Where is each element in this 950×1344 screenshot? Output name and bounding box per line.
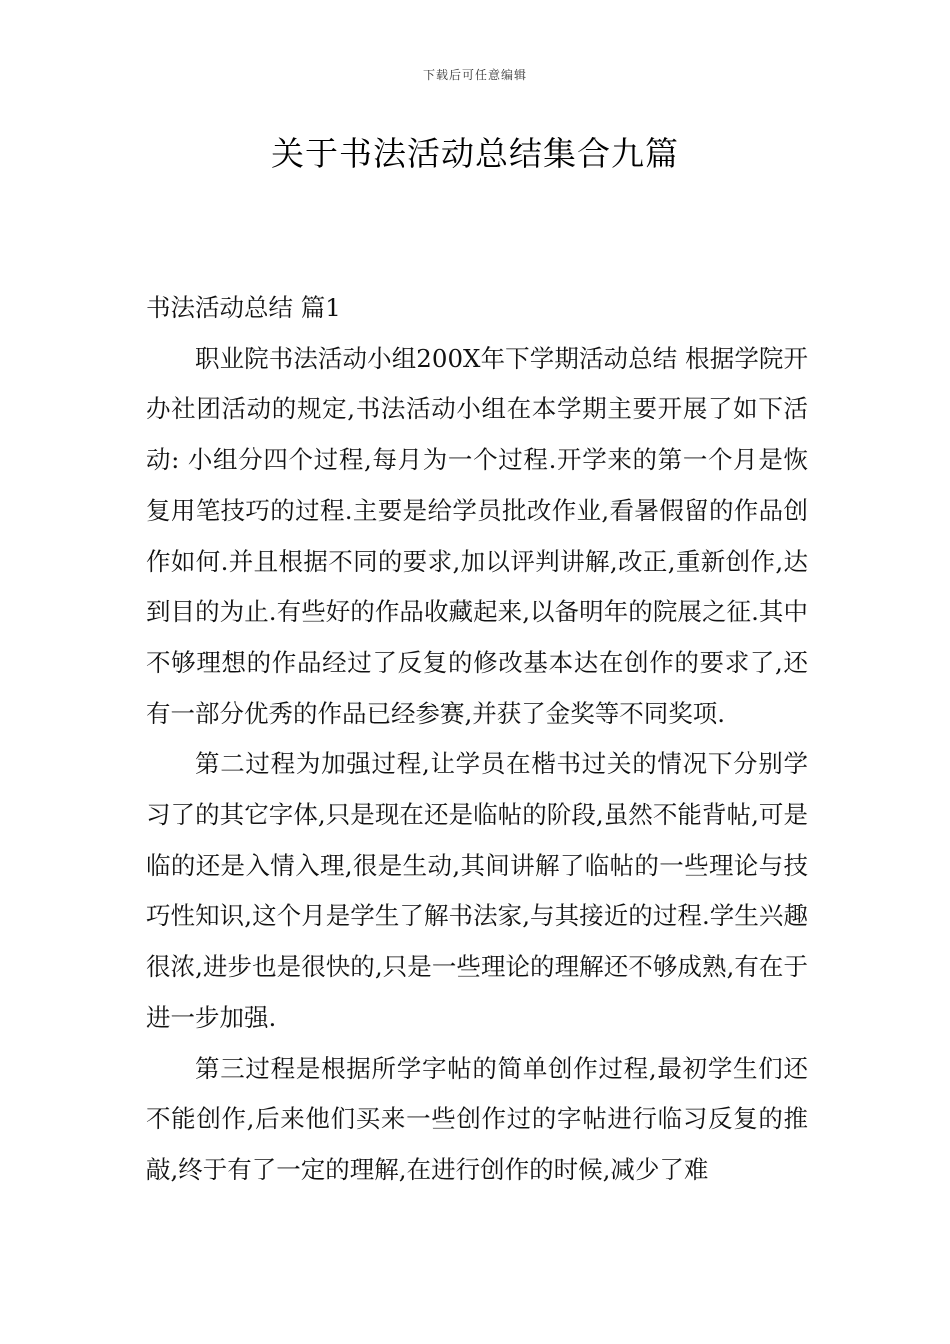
header-note: 下载后可任意编辑 <box>422 68 527 82</box>
document-title: 关于书法活动总结集合九篇 <box>271 134 679 173</box>
document-body <box>146 283 808 1196</box>
paragraph-3: 第三过程是根据所学字帖的简单创作过程,最初学生们还不能创作,后来他们买来一些创作过的字帖进行临习反复的推敲,终于有了一定的理解,在进行创作的时候,减少了难 <box>146 1053 808 1184</box>
paragraph-2: 第二过程为加强过程,让学员在楷书过关的情况下分别学习了的其它字体,只是现在还是临帖的阶段,虽然不能背帖,可是临的还是入情入理,很是生动,其间讲解了临帖的一些理论与技巧性知识,这个月是学生了解书法家,与其接近的过程.学生兴趣很浓,进步也是很快的,只是一些理论的理解还不够成熟,有在于进一步加强. <box>146 749 808 1032</box>
section-heading: 书法活动总结 篇1 <box>146 293 341 322</box>
paragraph-1: 职业院书法活动小组200X年下学期活动总结 根据学院开办社团活动的规定,书法活动小组在本学期主要开展了如下活动: 小组分四个过程,每月为一个过程.开学来的第一个月是恢复用笔技巧的过程.主要是给学员批改作业,看暑假留的作品创作如何.并且根据不同的要求,加以评判讲解,改正,重新创作,达到目的为止.有些好的作品收藏起来,以备明年的院展之征.其中不够理想的作品经过了反复的修改基本达在创作的要求了,还有一部分优秀的作品已经参赛,并获了金奖等不同奖项. <box>146 343 808 728</box>
